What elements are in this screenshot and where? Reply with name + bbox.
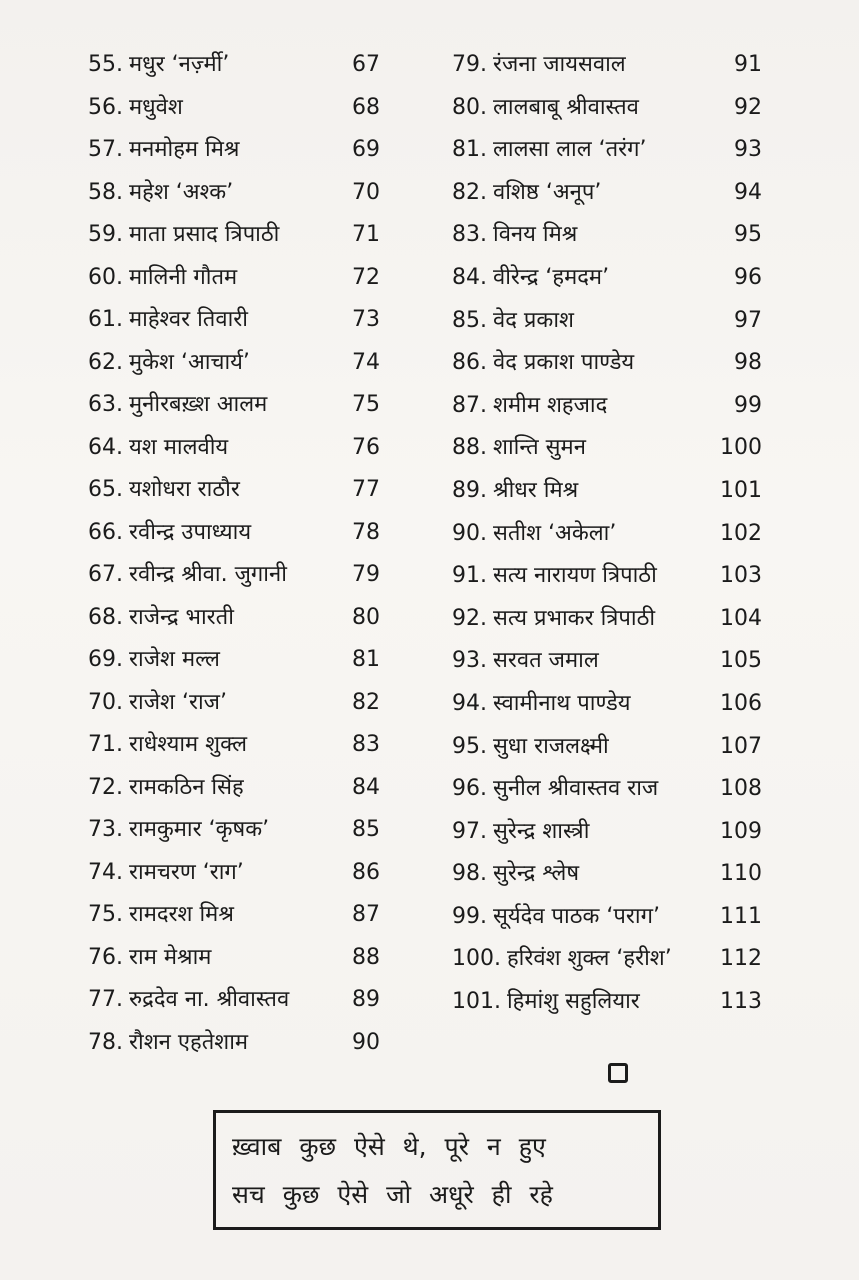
entry-name: सतीश ‘अकेला’ xyxy=(493,520,617,546)
contents-entry xyxy=(88,724,388,767)
contents-entry xyxy=(452,300,762,343)
entry-number: 59. xyxy=(88,222,123,247)
entry-page: 112 xyxy=(720,946,762,972)
entry-page: 97 xyxy=(734,307,762,333)
entry-page: 92 xyxy=(734,94,762,120)
entry-number: 68. xyxy=(88,604,123,630)
entry-page: 70 xyxy=(352,179,380,205)
contents-entry xyxy=(452,640,762,683)
entry-name: सुरेन्द्र शास्त्री xyxy=(493,818,590,844)
entry-name: वशिष्ठ ‘अनूप’ xyxy=(493,179,602,205)
entry-name: विनय मिश्र xyxy=(493,222,578,248)
contents-entry xyxy=(452,385,762,428)
entry-number: 93. xyxy=(452,648,487,674)
entry-name: राधेश्याम शुक्ल xyxy=(129,732,248,757)
contents-entry xyxy=(88,554,388,597)
contents-entry xyxy=(452,87,762,130)
contents-entry xyxy=(88,214,388,257)
entry-page: 98 xyxy=(734,350,762,376)
entry-number: 97. xyxy=(452,818,487,844)
entry-page: 96 xyxy=(734,264,762,290)
contents-entry xyxy=(88,512,388,555)
entry-page: 73 xyxy=(352,307,380,332)
contents-entry xyxy=(88,809,388,852)
entry-name: सत्य प्रभाकर त्रिपाठी xyxy=(493,605,656,631)
entry-number: 100. xyxy=(452,946,501,972)
contents-entry xyxy=(88,979,388,1022)
entry-page: 108 xyxy=(720,776,762,802)
entry-number: 98. xyxy=(452,861,487,887)
contents-entry xyxy=(452,768,762,811)
entry-page: 106 xyxy=(720,690,762,716)
entry-number: 84. xyxy=(452,264,487,290)
contents-entry xyxy=(88,852,388,895)
entry-number: 56. xyxy=(88,94,123,120)
entry-page: 88 xyxy=(352,944,380,970)
entry-name: मुकेश ‘आचार्य’ xyxy=(129,349,250,375)
contents-entry xyxy=(88,767,388,810)
contents-entry xyxy=(452,811,762,854)
entry-number: 65. xyxy=(88,477,123,502)
entry-name: माता प्रसाद त्रिपाठी xyxy=(129,222,280,247)
contents-entry xyxy=(452,896,762,939)
entry-number: 80. xyxy=(452,94,487,120)
entry-page: 69 xyxy=(352,137,380,162)
entry-page: 102 xyxy=(720,520,762,546)
quote-line-2: सच कुछ ऐसे जो अधूरे ही रहे xyxy=(232,1180,553,1209)
entry-number: 99. xyxy=(452,903,487,929)
entry-name: वेद प्रकाश xyxy=(493,307,574,333)
entry-page: 80 xyxy=(352,604,380,630)
entry-page: 94 xyxy=(734,179,762,205)
entry-page: 82 xyxy=(352,689,380,715)
contents-entry xyxy=(88,172,388,215)
entry-page: 84 xyxy=(352,774,380,800)
entry-name: वेद प्रकाश पाण्डेय xyxy=(493,350,635,376)
entry-page: 86 xyxy=(352,859,380,885)
entry-number: 87. xyxy=(452,392,487,418)
contents-entry xyxy=(88,44,388,87)
contents-entry xyxy=(452,555,762,598)
contents-entry xyxy=(452,427,762,470)
entry-name: माहेश्वर तिवारी xyxy=(129,307,248,332)
entry-page: 78 xyxy=(352,519,380,545)
entry-name: मुनीरबख़्श आलम xyxy=(129,392,268,417)
entry-name: रुद्रदेव ना. श्रीवास्तव xyxy=(129,987,290,1012)
entry-number: 96. xyxy=(452,776,487,802)
entry-number: 101. xyxy=(452,989,501,1015)
entry-page: 99 xyxy=(734,392,762,418)
entry-number: 69. xyxy=(88,647,123,672)
contents-column-right xyxy=(452,44,762,1024)
contents-entry xyxy=(88,937,388,980)
contents-entry xyxy=(452,726,762,769)
entry-page: 67 xyxy=(352,52,380,77)
entry-number: 76. xyxy=(88,944,123,970)
entry-page: 83 xyxy=(352,732,380,757)
entry-number: 57. xyxy=(88,137,123,162)
entry-page: 76 xyxy=(352,434,380,460)
contents-entry xyxy=(452,853,762,896)
entry-name: यशोधरा राठौर xyxy=(129,477,240,502)
entry-page: 91 xyxy=(734,52,762,77)
entry-number: 79. xyxy=(452,52,487,77)
entry-page: 110 xyxy=(720,861,762,887)
contents-entry xyxy=(88,682,388,725)
entry-name: यश मालवीय xyxy=(129,434,229,460)
contents-entry xyxy=(452,938,762,981)
entry-name: रामचरण ‘राग’ xyxy=(129,859,244,885)
contents-entry xyxy=(88,427,388,470)
quote-box xyxy=(213,1110,661,1230)
entry-page: 72 xyxy=(352,264,380,290)
entry-page: 68 xyxy=(352,94,380,120)
contents-entry xyxy=(452,981,762,1024)
entry-number: 61. xyxy=(88,307,123,332)
entry-name: श्रीधर मिश्र xyxy=(493,477,579,503)
entry-number: 74. xyxy=(88,859,123,885)
entry-name: लालसा लाल ‘तरंग’ xyxy=(493,137,647,163)
entry-number: 66. xyxy=(88,519,123,545)
entry-page: 75 xyxy=(352,392,380,417)
contents-column-left xyxy=(88,44,388,1064)
entry-number: 86. xyxy=(452,350,487,376)
entry-number: 88. xyxy=(452,435,487,461)
entry-name: महेश ‘अश्क’ xyxy=(129,179,234,205)
contents-entry xyxy=(452,598,762,641)
entry-number: 91. xyxy=(452,563,487,589)
entry-page: 74 xyxy=(352,349,380,375)
entry-page: 87 xyxy=(352,902,380,927)
entry-name: सुरेन्द्र श्लेष xyxy=(493,861,580,887)
entry-number: 72. xyxy=(88,774,123,800)
entry-page: 111 xyxy=(720,903,762,929)
contents-entry xyxy=(452,44,762,87)
entry-name: मधुवेश xyxy=(129,94,183,120)
entry-number: 81. xyxy=(452,137,487,163)
entry-page: 79 xyxy=(352,562,380,587)
entry-name: वीरेन्द्र ‘हमदम’ xyxy=(493,264,610,290)
entry-number: 94. xyxy=(452,690,487,716)
entry-page: 104 xyxy=(720,605,762,631)
entry-number: 70. xyxy=(88,689,123,715)
entry-name: मालिनी गौतम xyxy=(129,264,238,290)
entry-number: 73. xyxy=(88,817,123,842)
entry-name: मनमोहम मिश्र xyxy=(129,137,240,162)
entry-name: रामकठिन सिंह xyxy=(129,774,244,800)
entry-page: 101 xyxy=(720,477,762,503)
entry-name: राजेश ‘राज’ xyxy=(129,689,227,715)
entry-number: 60. xyxy=(88,264,123,290)
contents-entry xyxy=(452,342,762,385)
entry-name: रवीन्द्र श्रीवा. जुगानी xyxy=(129,562,287,587)
contents-entry xyxy=(88,384,388,427)
entry-page: 95 xyxy=(734,222,762,248)
entry-number: 55. xyxy=(88,52,123,77)
entry-name: राजेन्द्र भारती xyxy=(129,604,234,630)
entry-page: 90 xyxy=(352,1029,380,1055)
entry-name: शमीम शहजाद xyxy=(493,392,608,418)
contents-entry xyxy=(88,894,388,937)
entry-name: लालबाबू श्रीवास्तव xyxy=(493,94,639,120)
entry-page: 107 xyxy=(720,733,762,759)
contents-entry xyxy=(88,597,388,640)
entry-number: 82. xyxy=(452,179,487,205)
end-square-mark xyxy=(608,1063,628,1083)
entry-name: स्वामीनाथ पाण्डेय xyxy=(493,690,631,716)
entry-number: 90. xyxy=(452,520,487,546)
entry-number: 58. xyxy=(88,179,123,205)
entry-name: सरवत जमाल xyxy=(493,648,599,674)
entry-number: 85. xyxy=(452,307,487,333)
entry-number: 71. xyxy=(88,732,123,757)
entry-name: हिमांशु सहुलियार xyxy=(506,989,640,1015)
entry-page: 89 xyxy=(352,987,380,1012)
entry-number: 78. xyxy=(88,1029,123,1055)
entry-number: 92. xyxy=(452,605,487,631)
entry-name: राम मेश्राम xyxy=(129,944,212,970)
contents-entry xyxy=(452,513,762,556)
quote-line-1: ख़्वाब कुछ ऐसे थे, पूरे न हुए xyxy=(232,1132,546,1161)
contents-entry xyxy=(88,87,388,130)
contents-entry xyxy=(88,129,388,172)
contents-entry xyxy=(88,257,388,300)
entry-page: 103 xyxy=(720,563,762,589)
contents-entry xyxy=(88,639,388,682)
entry-page: 113 xyxy=(720,989,762,1015)
contents-entry xyxy=(88,342,388,385)
entry-name: सूर्यदेव पाठक ‘पराग’ xyxy=(493,903,660,929)
contents-entry xyxy=(452,257,762,300)
contents-entry xyxy=(452,683,762,726)
entry-number: 75. xyxy=(88,902,123,927)
entry-number: 63. xyxy=(88,392,123,417)
entry-page: 105 xyxy=(720,648,762,674)
entry-number: 62. xyxy=(88,349,123,375)
entry-number: 83. xyxy=(452,222,487,248)
entry-name: रवीन्द्र उपाध्याय xyxy=(129,519,252,545)
entry-name: रामकुमार ‘कृषक’ xyxy=(129,817,270,842)
entry-name: सुनील श्रीवास्तव राज xyxy=(493,776,659,802)
entry-name: मधुर ‘नर्ज़्मी’ xyxy=(129,52,230,77)
entry-page: 71 xyxy=(352,222,380,247)
entry-number: 77. xyxy=(88,987,123,1012)
entry-page: 93 xyxy=(734,137,762,163)
contents-entry xyxy=(88,299,388,342)
contents-entry xyxy=(452,172,762,215)
entry-name: हरिवंश शुक्ल ‘हरीश’ xyxy=(506,946,672,972)
entry-page: 81 xyxy=(352,647,380,672)
contents-entry xyxy=(88,1022,388,1065)
contents-entry xyxy=(452,470,762,513)
contents-entry xyxy=(88,469,388,512)
entry-page: 100 xyxy=(720,435,762,461)
entry-page: 77 xyxy=(352,477,380,502)
contents-entry xyxy=(452,214,762,257)
entry-name: सुधा राजलक्ष्मी xyxy=(493,733,609,759)
entry-number: 64. xyxy=(88,434,123,460)
entry-name: शान्ति सुमन xyxy=(493,435,586,461)
entry-name: सत्य नारायण त्रिपाठी xyxy=(493,563,657,589)
entry-page: 85 xyxy=(352,817,380,842)
entry-name: रामदरश मिश्र xyxy=(129,902,234,927)
entry-number: 89. xyxy=(452,477,487,503)
entry-name: रंजना जायसवाल xyxy=(493,52,626,77)
entry-number: 95. xyxy=(452,733,487,759)
entry-page: 109 xyxy=(720,818,762,844)
entry-name: राजेश मल्ल xyxy=(129,647,220,672)
entry-name: रौशन एहतेशाम xyxy=(129,1029,249,1055)
entry-number: 67. xyxy=(88,562,123,587)
contents-entry xyxy=(452,129,762,172)
